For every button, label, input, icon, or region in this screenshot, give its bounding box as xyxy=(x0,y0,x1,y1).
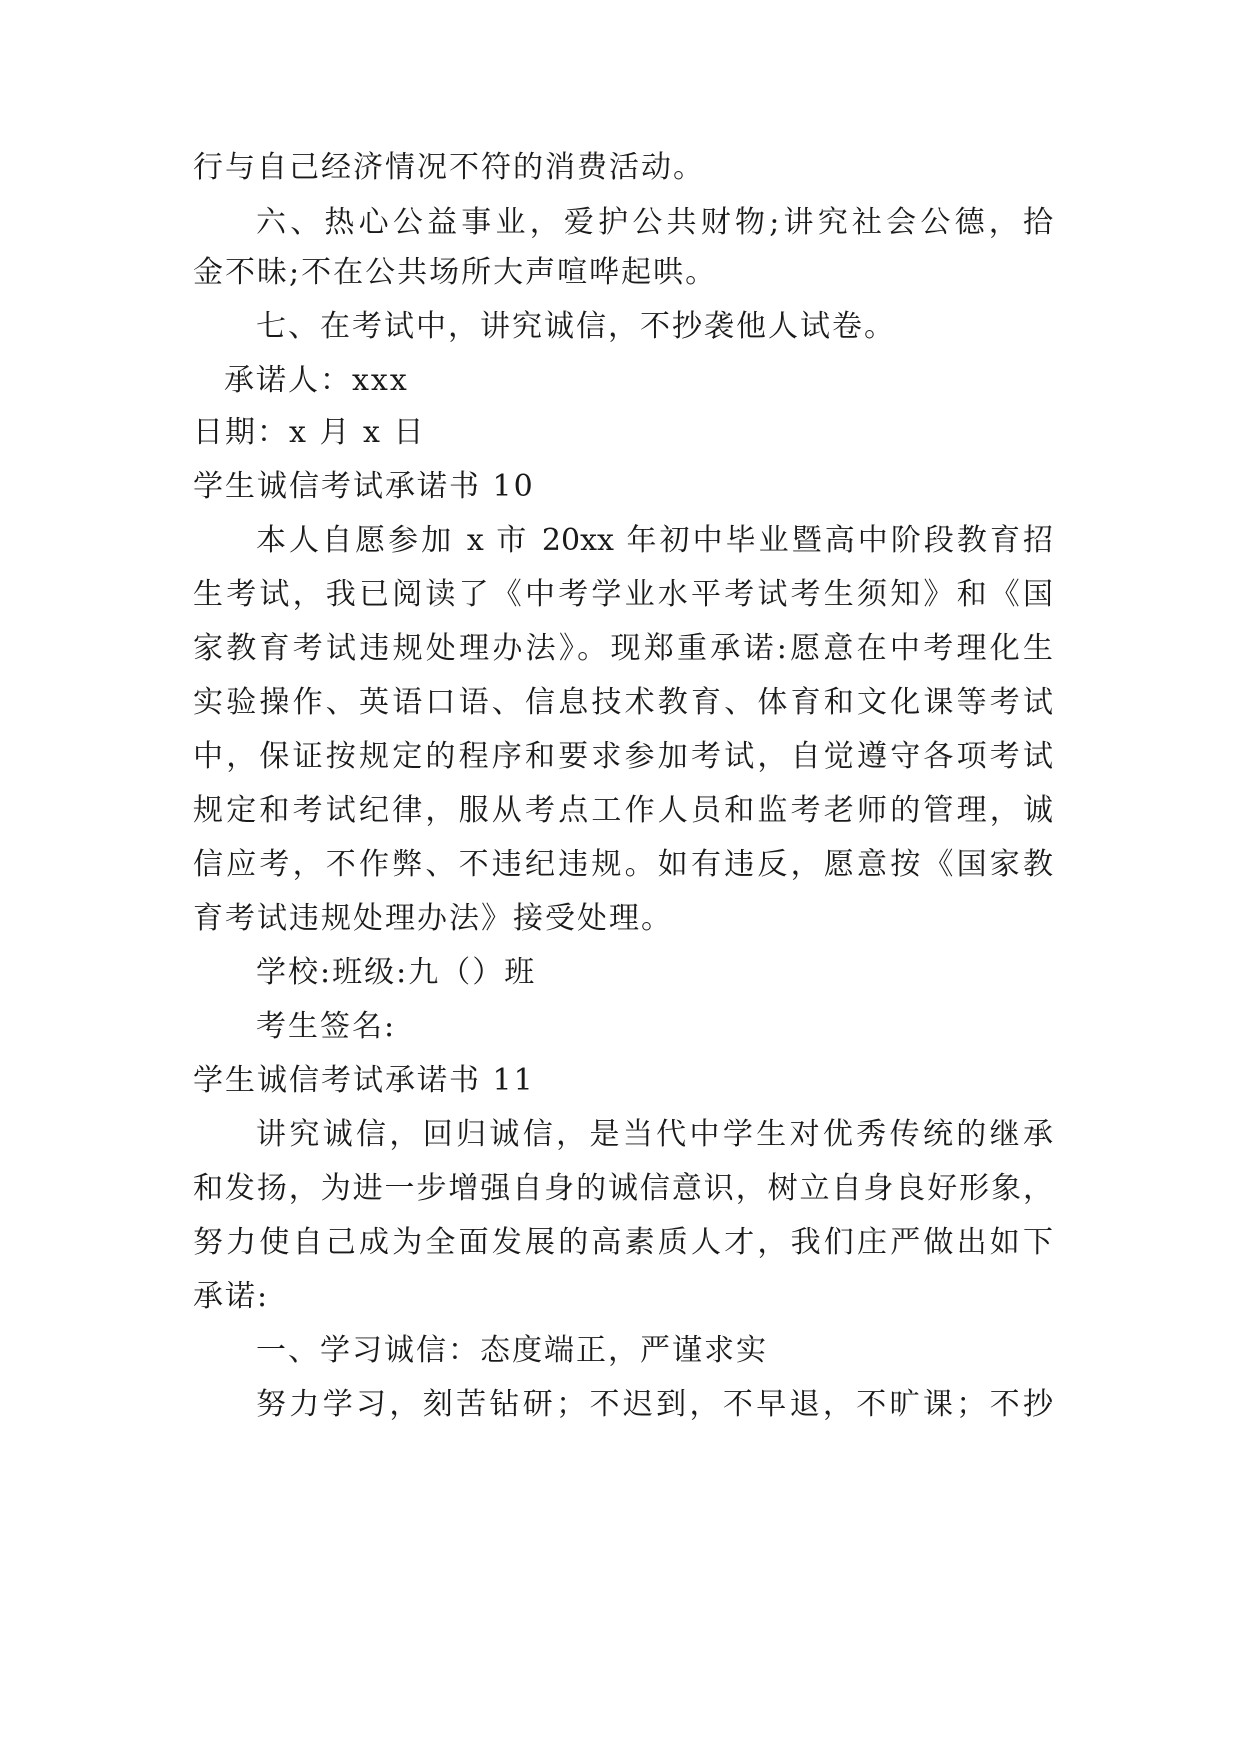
text-line: 信应考，不作弊、不违纪违规。如有违反，愿意按《国家教 xyxy=(193,847,1053,882)
text-line: 努力使自己成为全面发展的高素质人才，我们庄严做出如下 xyxy=(193,1225,1053,1260)
signature-line: 考生签名: xyxy=(256,1009,397,1044)
text-line: 中，保证按规定的程序和要求参加考试，自觉遵守各项考试 xyxy=(193,739,1053,774)
text-line: 本人自愿参加 x 市 20xx 年初中毕业暨高中阶段教育招 xyxy=(256,523,1053,558)
text-line: 七、在考试中，讲究诚信，不抄袭他人试卷。 xyxy=(256,309,896,344)
text-line: 规定和考试纪律，服从考点工作人员和监考老师的管理，诚 xyxy=(193,793,1053,828)
text-line: 努力学习，刻苦钻研；不迟到，不早退，不旷课；不抄 xyxy=(256,1387,1053,1422)
text-line: 生考试，我已阅读了《中考学业水平考试考生须知》和《国 xyxy=(193,577,1053,612)
text-line: 家教育考试违规处理办法》。现郑重承诺:愿意在中考理化生 xyxy=(193,631,1053,666)
school-class-line: 学校:班级:九（）班 xyxy=(256,955,537,990)
subheading-line: 一、学习诚信：态度端正，严谨求实 xyxy=(256,1333,768,1368)
text-line: 讲究诚信，回归诚信，是当代中学生对优秀传统的继承 xyxy=(256,1117,1053,1152)
signer-line: 承诺人：xxx xyxy=(224,363,409,398)
text-line: 承诺: xyxy=(193,1279,270,1314)
text-line: 六、热心公益事业，爱护公共财物;讲究社会公德，拾 xyxy=(256,205,1053,240)
text-line: 金不昧;不在公共场所大声喧哗起哄。 xyxy=(193,255,718,290)
text-line: 行与自己经济情况不符的消费活动。 xyxy=(193,150,705,185)
section-heading: 学生诚信考试承诺书 11 xyxy=(193,1063,535,1098)
text-line: 实验操作、英语口语、信息技术教育、体育和文化课等考试 xyxy=(193,685,1053,720)
section-heading: 学生诚信考试承诺书 10 xyxy=(193,469,535,504)
text-line: 和发扬，为进一步增强自身的诚信意识，树立自身良好形象， xyxy=(193,1171,1053,1206)
date-line: 日期：x 月 x 日 xyxy=(193,415,426,450)
text-line: 育考试违规处理办法》接受处理。 xyxy=(193,901,673,936)
